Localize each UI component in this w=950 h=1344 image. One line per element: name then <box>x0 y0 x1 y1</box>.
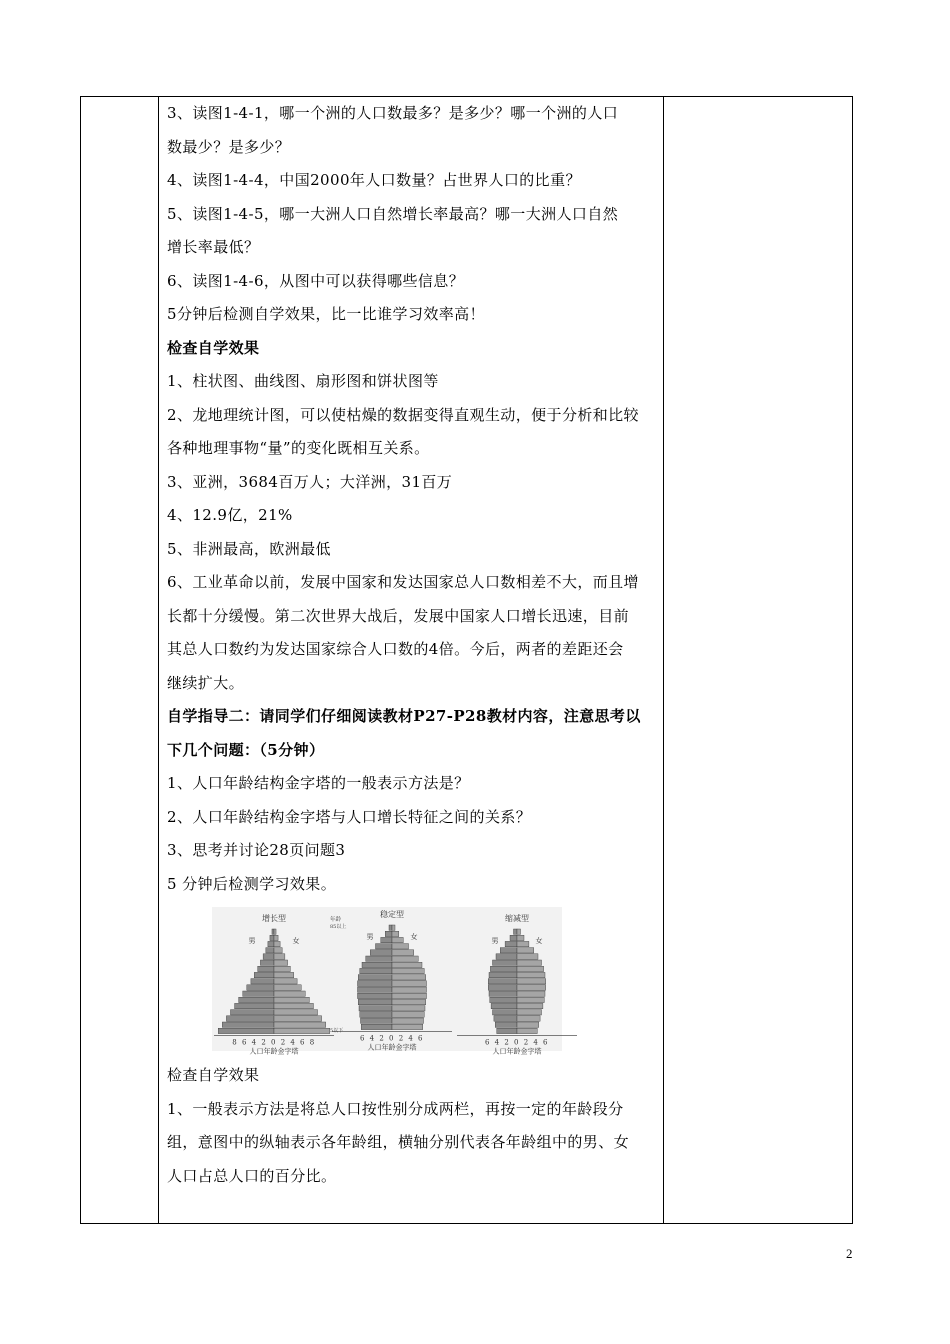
pyramid-bar-female <box>517 941 529 946</box>
pyramid-bar-male <box>366 956 392 961</box>
text-line: 自学指导二：请同学们仔细阅读教材P27-P28教材内容，注意思考以 <box>167 707 641 725</box>
pyramid-title: 缩减型 <box>505 914 529 923</box>
text-line: 2、人口年龄结构金字塔与人口增长特征之间的关系？ <box>167 807 532 826</box>
pyramid-bar-male <box>500 948 517 953</box>
text-line: 各种地理事物“量”的变化既相互关系。 <box>167 439 430 457</box>
pyramid-bar-male <box>266 948 274 953</box>
pyramid-bar-male <box>258 966 274 971</box>
text-line: 组，意图中的纵轴表示各年龄组，横轴分别代表各年龄组中的男、女 <box>167 1133 630 1151</box>
pyramid-bar-male <box>230 1010 274 1015</box>
pyramid-bar-male <box>272 929 274 934</box>
pyramid-bar-female <box>517 1016 540 1021</box>
pyramid-bar-female <box>392 1012 424 1017</box>
pyramid-axis-ticks: 8 6 4 2 0 2 4 6 8 <box>232 1038 316 1047</box>
pyramid-bar-male <box>247 985 274 990</box>
pyramid-male-label: 男 <box>491 937 499 945</box>
pyramid-female-label: 女 <box>410 933 418 941</box>
text-line: 继续扩大。 <box>167 673 245 692</box>
pyramid-bar-male <box>494 1016 517 1021</box>
pyramid-bar-male <box>489 972 517 977</box>
pyramid-bar-male <box>514 929 518 934</box>
pyramid-caption: 人口年龄金字塔 <box>492 1047 542 1056</box>
text-line: 6、工业革命以前，发展中国家和发达国家总人口数相差不大，而且增 <box>167 573 639 591</box>
pyramid-bar-female <box>392 999 426 1004</box>
pyramid-bar-female <box>274 991 305 996</box>
pyramid-bar-male <box>488 979 517 984</box>
pyramid-bar-female <box>274 929 276 934</box>
pyramid-bar-male <box>489 991 517 996</box>
left-column <box>81 97 159 1224</box>
pyramid-title: 稳定型 <box>380 910 404 919</box>
right-column <box>664 97 853 1224</box>
pyramid-bar-male <box>358 981 393 986</box>
pyramid-bar-male <box>268 941 274 946</box>
content-lines-after-figure <box>167 1059 655 1193</box>
pyramid-bar-male <box>381 937 392 942</box>
pyramid-bar-male <box>361 1024 392 1029</box>
pyramid-bar-male <box>243 991 274 996</box>
pyramid-bar-female <box>274 1022 326 1027</box>
pyramid-bar-female <box>392 987 427 992</box>
text-line: 数最少？是多少？ <box>167 137 291 156</box>
text-line: 其总人口数约为发达国家综合人口数的4倍。今后，两者的差距还会 <box>167 640 624 658</box>
pyramid-bar-male <box>260 960 274 965</box>
pyramid-bar-female <box>392 968 424 973</box>
content-column <box>159 97 664 1224</box>
pyramid-bar-female <box>392 956 418 961</box>
pyramid-bar-female <box>392 944 409 949</box>
pyramid-bar-male <box>490 997 517 1002</box>
pyramid-female-label: 女 <box>292 937 300 945</box>
pyramid-bar-female <box>517 960 542 965</box>
pyramid-bar-female <box>392 1018 424 1023</box>
pyramid-caption: 人口年龄金字塔 <box>249 1047 299 1056</box>
pyramid-title: 增长型 <box>262 914 286 923</box>
pyramid-bar-female <box>392 937 403 942</box>
age-axis-bottom: 5以下 <box>330 1028 344 1034</box>
pyramid-bar-male <box>358 975 392 980</box>
pyramid-bar-female <box>517 1003 543 1008</box>
pyramid-bar-female <box>392 1024 423 1029</box>
pyramid-bar-female <box>274 948 282 953</box>
pyramid-bar-male <box>497 1028 517 1033</box>
pyramid-bar-male <box>493 1010 518 1015</box>
age-axis-header: 年龄 <box>330 917 342 923</box>
pyramid-bar-female <box>517 997 544 1002</box>
pyramid-bar-female <box>392 975 426 980</box>
pyramid-bar-female <box>517 929 521 934</box>
pyramid-bar-male <box>218 1028 274 1033</box>
pyramid-bar-male <box>222 1022 274 1027</box>
text-line: 检查自学效果 <box>167 338 260 357</box>
text-line: 1、柱状图、曲线图、扇形图和饼状图等 <box>167 372 439 390</box>
pyramid-bar-female <box>392 993 427 998</box>
pyramid-bar-male <box>263 954 274 959</box>
text-line: 1、人口年龄结构金字塔的一般表示方法是？ <box>167 774 470 792</box>
pyramid-bar-male <box>370 950 392 955</box>
pyramid-bar-female <box>274 966 290 971</box>
page-number: 2 <box>846 1246 853 1261</box>
text-line: 4、12.9亿，21% <box>167 506 293 524</box>
text-line: 5分钟后检测自学效果，比一比谁学习效率高！ <box>167 305 485 323</box>
pyramid-bar-male <box>270 935 274 940</box>
pyramid-axis-ticks: 6 4 2 0 2 4 6 <box>484 1038 550 1047</box>
pyramid-bar-male <box>488 985 517 990</box>
pyramid-axis-ticks: 6 4 2 0 2 4 6 <box>359 1034 425 1043</box>
lesson-table <box>80 96 853 1224</box>
pyramid-bar-female <box>517 1028 537 1033</box>
pyramid-bar-male <box>358 993 393 998</box>
pyramid-female-label: 女 <box>535 937 543 945</box>
pyramid-bar-male <box>496 954 517 959</box>
pyramid-bar-male <box>376 944 393 949</box>
pyramid-bar-female <box>517 979 546 984</box>
pyramid-bar-male <box>360 968 392 973</box>
text-line: 1、一般表示方法是将总人口按性别分成两栏，再按一定的年龄段分 <box>167 1099 624 1118</box>
pyramid-bar-male <box>510 935 517 940</box>
pyramid-male-label: 男 <box>366 933 374 941</box>
pyramid-bar-male <box>358 999 392 1004</box>
pyramid-bar-male <box>360 1012 392 1017</box>
pyramid-bar-male <box>505 941 517 946</box>
pyramid-bar-female <box>274 985 301 990</box>
pyramid-bar-male <box>362 962 392 967</box>
pyramid-bar-male <box>235 1003 274 1008</box>
text-line: 2、龙地理统计图，可以使枯燥的数据变得直观生动，便于分析和比较 <box>167 405 639 424</box>
pyramid-bar-female <box>517 935 524 940</box>
text-line: 长都十分缓慢。第二次世界大战后，发展中国家人口增长迅速，目前 <box>167 606 630 625</box>
pyramid-bar-female <box>517 1022 539 1027</box>
pyramid-bar-female <box>274 1010 318 1015</box>
text-line: 5、非洲最高，欧洲最低 <box>167 539 331 558</box>
pyramid-bar-female <box>517 1010 542 1015</box>
pyramid-bar-male <box>389 925 392 930</box>
pyramid-bar-male <box>226 1016 274 1021</box>
text-line: 6、读图1-4-6，从图中可以获得哪些信息？ <box>167 271 465 290</box>
pyramid-bar-female <box>392 931 399 936</box>
pyramid-bar-female <box>517 948 534 953</box>
pyramid-bar-female <box>392 962 422 967</box>
pyramid-bar-female <box>392 950 414 955</box>
pyramid-bar-male <box>358 987 393 992</box>
pyramid-bar-female <box>274 1028 330 1033</box>
pyramid-bar-female <box>517 972 545 977</box>
content-lines <box>167 97 655 901</box>
pyramid-bar-male <box>493 960 518 965</box>
pyramid-bar-male <box>239 997 274 1002</box>
pyramid-bar-female <box>274 960 288 965</box>
text-line: 4、读图1-4-4，中国2000年人口数量？占世界人口的比重？ <box>167 171 581 189</box>
text-line: 3、思考并讨论28页问题3 <box>167 841 346 859</box>
pyramid-bar-female <box>517 985 546 990</box>
pyramid-bar-male <box>490 966 517 971</box>
text-line: 3、亚洲，3684百万人；大洋洲，31百万 <box>167 472 453 491</box>
pyramid-bar-male <box>495 1022 517 1027</box>
pyramid-bar-female <box>274 972 294 977</box>
pyramid-bar-female <box>274 954 285 959</box>
population-pyramid-figure <box>212 907 562 1056</box>
text-line: 人口占总人口的百分比。 <box>167 1166 337 1185</box>
text-line: 下几个问题：（5分钟） <box>167 740 325 759</box>
pyramid-bar-female <box>392 981 427 986</box>
text-line: 增长率最低？ <box>167 238 260 256</box>
pyramid-bar-male <box>491 1003 517 1008</box>
text-line: 检查自学效果 <box>167 1066 260 1084</box>
pyramid-bar-female <box>392 925 395 930</box>
text-line: 3、读图1-4-1，哪一个洲的人口数最多？是多少？哪一个洲的人口 <box>167 104 619 122</box>
pyramid-bar-male <box>251 979 274 984</box>
pyramid-bar-female <box>274 1016 322 1021</box>
pyramid-chart <box>212 907 562 1056</box>
pyramid-bar-male <box>361 1018 393 1023</box>
pyramid-bar-female <box>274 935 278 940</box>
pyramid-male-label: 男 <box>248 937 256 945</box>
text-line: 5 分钟后检测学习效果。 <box>167 874 337 893</box>
pyramid-bar-female <box>392 1006 425 1011</box>
pyramid-bar-male <box>359 1006 392 1011</box>
pyramid-caption: 人口年龄金字塔 <box>367 1043 417 1052</box>
pyramid-bar-male <box>254 972 274 977</box>
pyramid-bar-female <box>517 966 544 971</box>
pyramid-bar-female <box>274 979 297 984</box>
pyramid-bar-female <box>517 991 545 996</box>
age-axis-top: 85以上 <box>330 924 347 930</box>
text-line: 5、读图1-4-5，哪一大洲人口自然增长率最高？哪一大洲人口自然 <box>167 204 619 223</box>
pyramid-bar-female <box>274 1003 313 1008</box>
pyramid-bar-female <box>517 954 538 959</box>
pyramid-bar-male <box>385 931 392 936</box>
pyramid-bar-female <box>274 997 309 1002</box>
pyramid-bar-female <box>274 941 280 946</box>
